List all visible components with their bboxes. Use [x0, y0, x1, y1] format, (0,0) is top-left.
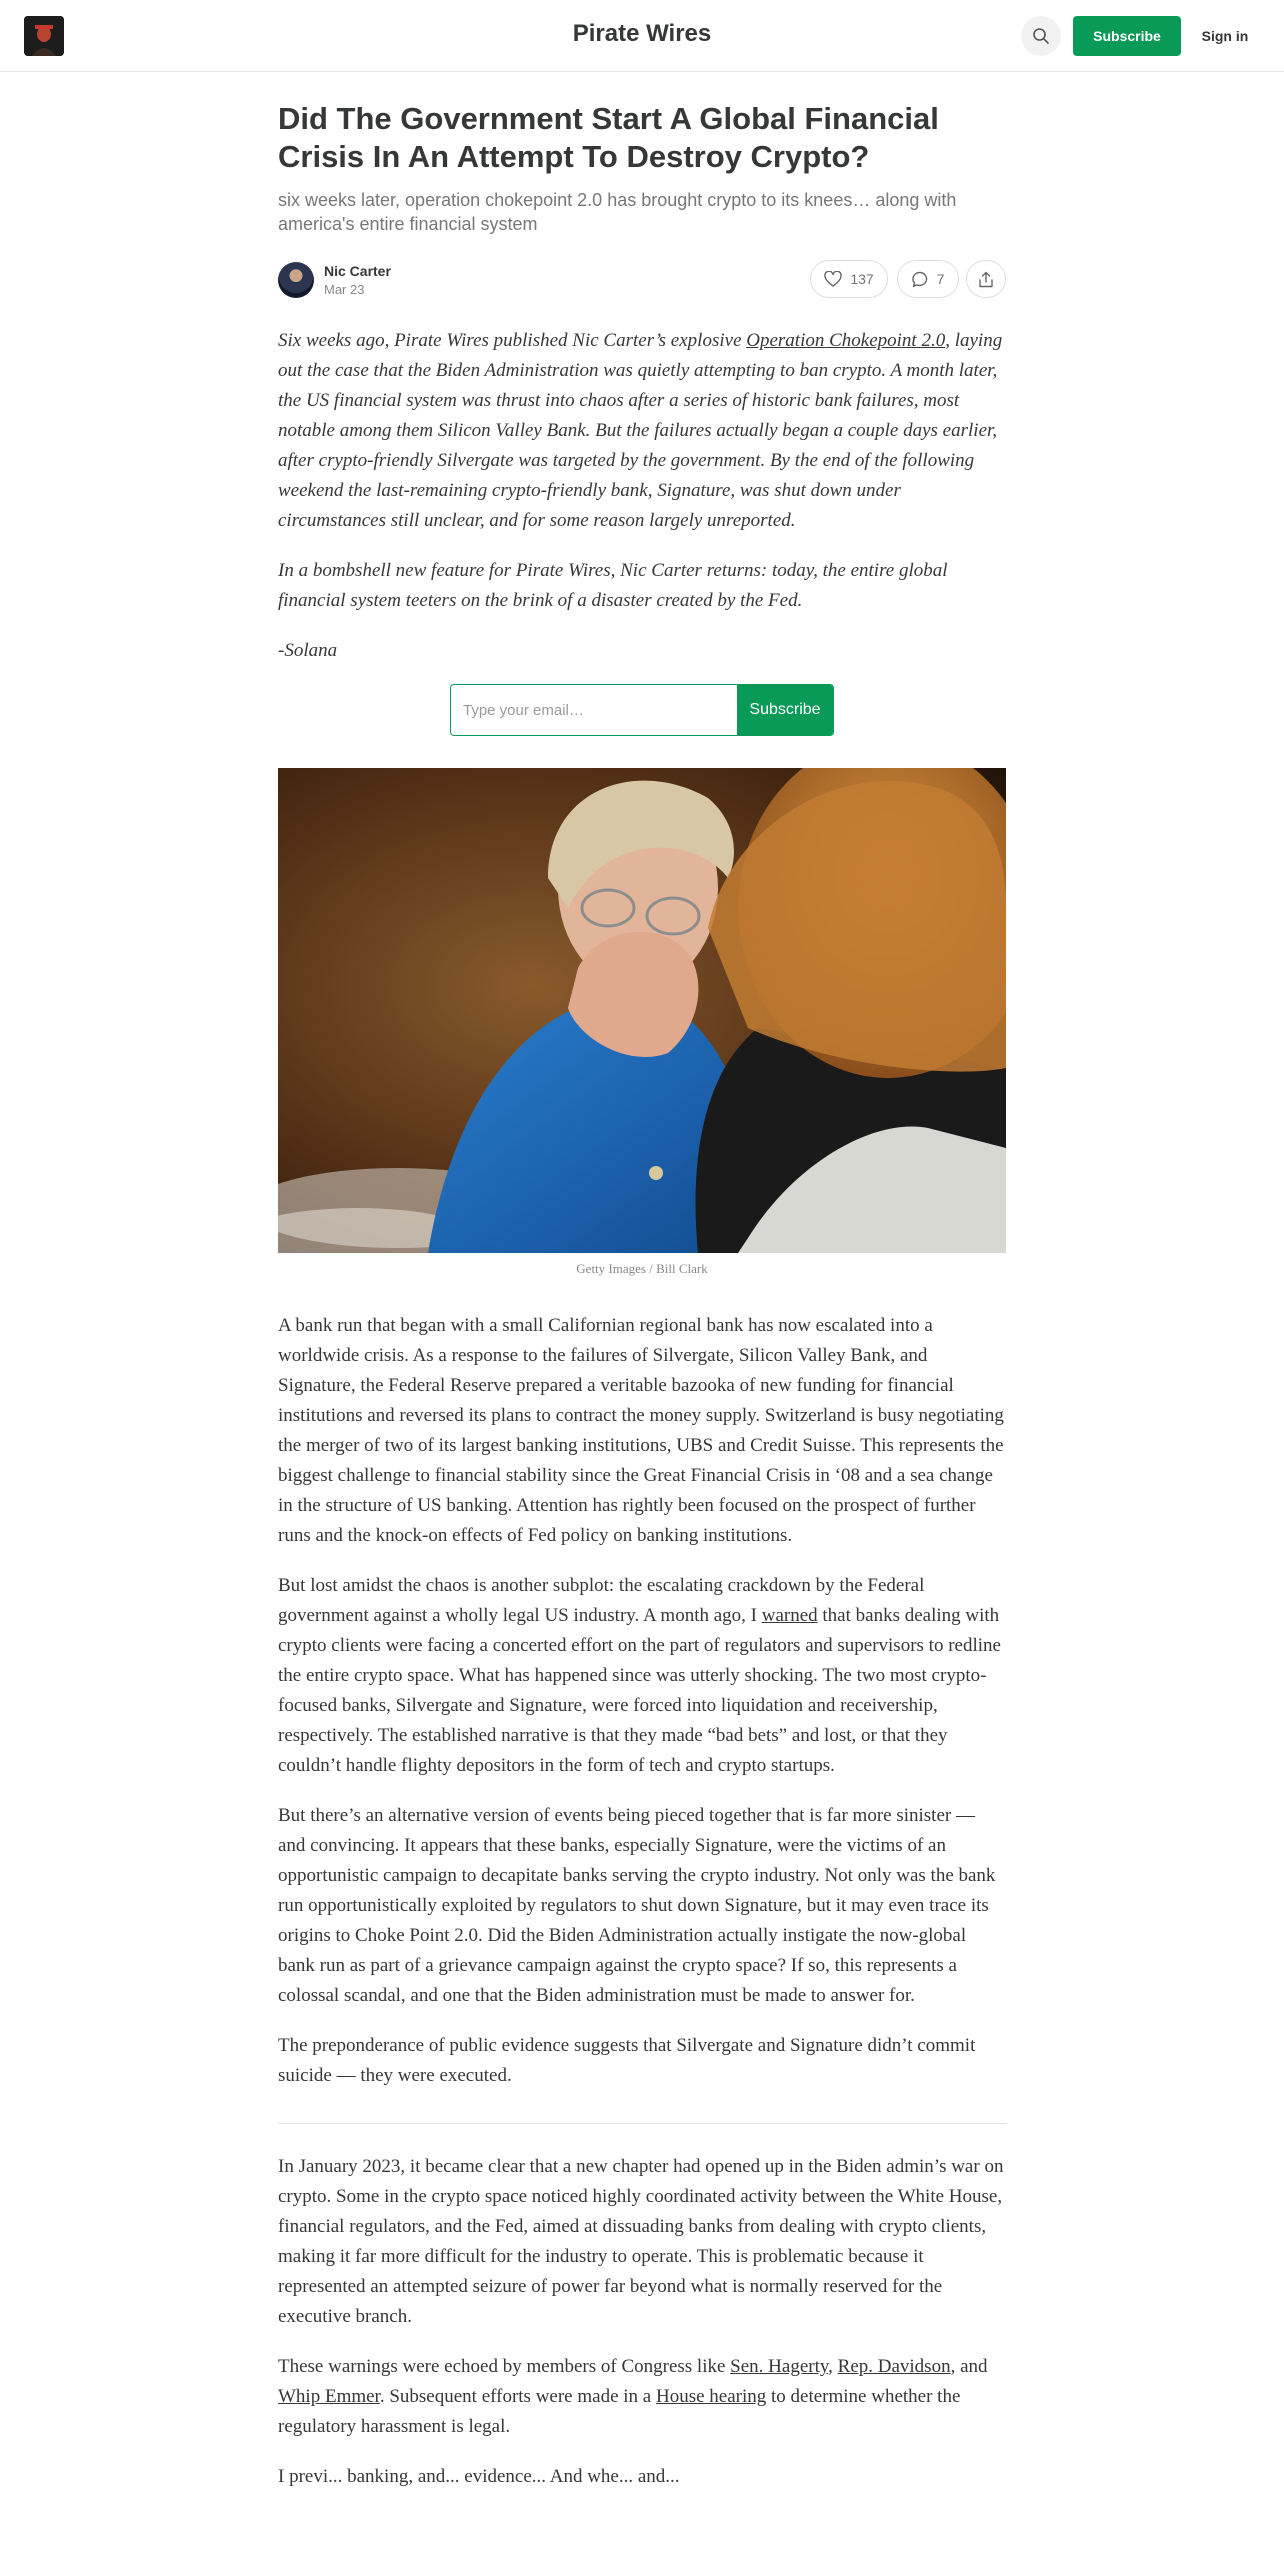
byline	[278, 260, 1006, 300]
body-text: that banks dealing with crypto clients were facing a concerted effort on the part of regulators and supervisors to redline the entire crypto space. What has happened since was utterly shocking. The two most crypto-focused banks, Silvergate and Signature, were forced into liquidation and receivership, respectively. The established narrative is that they made “bad bets” and lost, or that they couldn’t handle flighty depositors in the form of tech and crypto startups.	[278, 1605, 1001, 1776]
share-icon	[978, 271, 994, 288]
body-text: These warnings were echoed by members of Congress like	[278, 2356, 731, 2377]
comment-icon	[912, 271, 929, 288]
top-bar	[0, 0, 1284, 72]
subscribe-button[interactable]: Subscribe	[1073, 16, 1181, 56]
section-divider	[278, 2123, 1006, 2124]
operation-chokepoint-link[interactable]: Operation Chokepoint 2.0	[746, 330, 946, 351]
body-text: But lost amidst the chaos is another subplot: the escalating crackdown by the Federal government against a wholly legal US industry. A month ago, I	[278, 1575, 925, 1626]
subscribe-form	[450, 684, 834, 736]
intro-paragraph-1	[278, 326, 1006, 536]
body-paragraph-3: But there’s an alternative version of events being pieced together that is far more sinister — and convincing. It appears that these banks, especially Signature, were the victims of an opportunistic campaign to decapitate banks serving the crypto industry. Not only was the bank run opportunistically exploited by regulators to shut down Signature, but it may even trace its origins to Choke Point 2.0. Did the Biden Administration actually instigate the now-global bank run as part of a grievance campaign against the crypto space? If so, this represents a colossal scandal, and one that the Biden administration must be made to answer for.	[278, 1805, 996, 2006]
article	[278, 100, 1006, 686]
body-text: . Subsequent efforts were made in a	[379, 2386, 656, 2407]
comment-button[interactable]	[897, 260, 959, 298]
post-subtitle: six weeks later, operation chokepoint 2.0 has brought crypto to its knees… along with america's entire financial system	[278, 190, 957, 234]
body-paragraph-7: I previ... banking, and... evidence... And whe... and...	[278, 2466, 680, 2487]
intro-section	[278, 326, 1006, 666]
comment-count: 7	[936, 271, 945, 287]
author-name[interactable]: Nic Carter	[324, 263, 391, 279]
search-button[interactable]	[1021, 16, 1061, 56]
sign-in-button[interactable]: Sign in	[1201, 28, 1249, 44]
warned-link[interactable]: warned	[761, 1605, 818, 1626]
intro-text: Six weeks ago, Pirate Wires published Nic Carter’s explosive	[278, 330, 747, 351]
author-avatar[interactable]	[278, 262, 314, 298]
body-paragraph-5: In January 2023, it became clear that a new chapter had opened up in the Biden admin’s war on crypto. Some in the crypto space noticed highly coordinated activity between the White House, financial regulators, and the Fed, aimed at dissuading banks from dealing with crypto clients, making it far more difficult for the industry to operate. This is problematic because it represented an attempted seizure of power far beyond what is normally reserved for the executive branch.	[278, 2156, 1004, 2327]
post-date: Mar 23	[324, 282, 365, 297]
share-button[interactable]	[966, 260, 1006, 298]
body-text: ,	[828, 2356, 838, 2377]
publication-logo[interactable]	[24, 16, 64, 56]
body-paragraph-4: The preponderance of public evidence suggests that Silvergate and Signature didn’t commit suicide — they were executed.	[278, 2035, 976, 2086]
like-button[interactable]	[810, 260, 888, 298]
hero-photo	[278, 768, 1006, 1253]
whip-emmer-link[interactable]: Whip Emmer	[278, 2386, 380, 2407]
body-paragraph-6	[278, 2352, 1006, 2442]
intro-signoff: -Solana	[278, 640, 338, 661]
publication-title[interactable]: Pirate Wires	[572, 20, 712, 47]
body-text: , and	[950, 2356, 988, 2377]
rep-davidson-link[interactable]: Rep. Davidson	[837, 2356, 951, 2377]
house-hearing-link[interactable]: House hearing	[655, 2386, 767, 2407]
search-icon	[1032, 27, 1050, 45]
article-body	[278, 1311, 1006, 2512]
subscribe-submit-button[interactable]: Subscribe	[737, 685, 833, 735]
body-paragraph-1: A bank run that began with a small Californian regional bank has now escalated into a worldwide crisis. As a response to the failures of Silvergate, Silicon Valley Bank, and Signature, the Federal Reserve prepared a veritable bazooka of new funding for financial institutions and reversed its plans to contract the money supply. Switzerland is busy negotiating the merger of two of its largest banking institutions, UBS and Credit Suisse. This represents the biggest challenge to financial stability since the Great Financial Crisis in ‘08 and a sea change in the structure of US banking. Attention has rightly been focused on the prospect of further runs and the knock-on effects of Fed policy on banking institutions.	[278, 1315, 1004, 1546]
post-title: Did The Government Start A Global Financial Crisis In An Attempt To Destroy Crypto?	[278, 101, 939, 174]
body-text: to determine whether the regulatory harassment is legal.	[278, 2386, 961, 2437]
hero-image[interactable]	[278, 768, 1006, 1253]
heart-icon	[824, 271, 842, 287]
image-caption: Getty Images / Bill Clark	[576, 1261, 708, 1276]
pirate-logo-icon	[24, 16, 64, 56]
body-paragraph-2	[278, 1571, 1006, 1781]
like-count: 137	[850, 271, 874, 287]
sen-hagerty-link[interactable]: Sen. Hagerty	[730, 2356, 829, 2377]
intro-text: , laying out the case that the Biden Administration was quietly attempting to ban crypto. A month later, the US financial system was thrust into chaos after a series of historic bank failures, most notable among them Silicon Valley Bank. But the failures actually began a couple days earlier, after crypto-friendly Silvergate was targeted by the government. By the end of the following weekend the last-remaining crypto-friendly bank, Signature, was shut down under circumstances still unclear, and for some reason largely unreported.	[278, 330, 1003, 531]
intro-paragraph-2: In a bombshell new feature for Pirate Wires, Nic Carter returns: today, the entire global financial system teeters on the brink of a disaster created by the Fed.	[278, 560, 948, 611]
email-input[interactable]	[451, 685, 737, 735]
